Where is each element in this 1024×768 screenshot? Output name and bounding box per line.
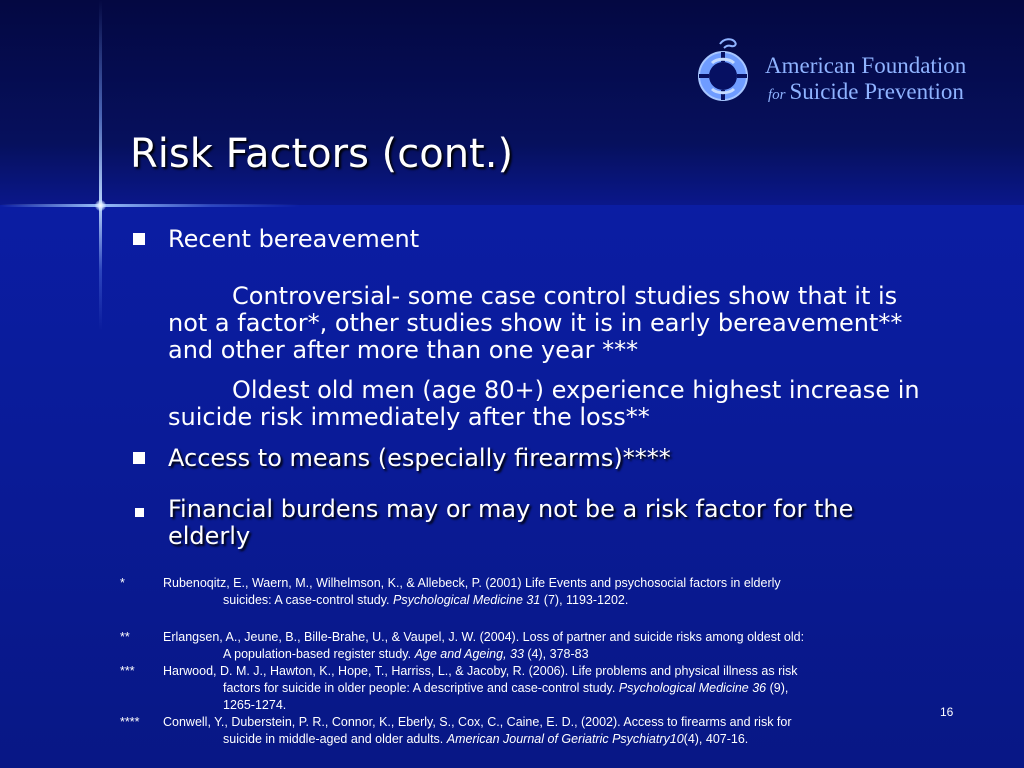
bullet-text: Access to means (especially firearms)**** bbox=[168, 444, 671, 472]
sub-paragraph-oldest-old-line-1 bbox=[168, 377, 920, 404]
logo-text-suicide-prevention: Suicide Prevention bbox=[789, 79, 964, 104]
bullet-text-line-2: elderly bbox=[168, 522, 251, 550]
reference-marker: * bbox=[120, 576, 125, 590]
sub-paragraph-controversial-line-1 bbox=[168, 283, 897, 310]
sub-paragraph-oldest-old-line-2: suicide risk immediately after the loss** bbox=[168, 403, 650, 431]
reference-line-1: Conwell, Y., Duberstein, P. R., Connor, K., Eberly, S., Cox, C., Caine, E. D., (2002). Access to firearms and risk for bbox=[163, 715, 792, 729]
small-square-bullet-icon bbox=[135, 508, 144, 517]
bullet-text: Recent bereavement bbox=[168, 225, 420, 253]
sub-paragraph-text: Oldest old men (age 80+) experience highest increase in bbox=[232, 376, 920, 404]
square-bullet-icon bbox=[133, 233, 145, 245]
sub-paragraph-controversial-line-2: not a factor*, other studies show it is in early bereavement** bbox=[168, 309, 903, 337]
square-bullet-icon bbox=[133, 452, 145, 464]
logo-text-line-2 bbox=[768, 80, 964, 103]
life-ring-logo-icon bbox=[693, 38, 757, 106]
reference-line-2: suicides: A case-control study. Psychological Medicine 31 (7), 1193-1202. bbox=[223, 593, 629, 607]
logo-text-line-1: American Foundation bbox=[765, 53, 967, 78]
star-sparkle-icon bbox=[95, 200, 106, 211]
page-number: 16 bbox=[940, 705, 954, 719]
reference-line-2: A population-based register study. Age and Ageing, 33 (4), 378-83 bbox=[223, 647, 589, 661]
sub-paragraph-controversial-line-3: and other after more than one year *** bbox=[168, 336, 639, 364]
reference-line-1: Erlangsen, A., Jeune, B., Bille-Brahe, U., & Vaupel, J. W. (2004). Loss of partner and suicide risks among oldest old: bbox=[163, 630, 805, 644]
reference-line-1: Rubenoqitz, E., Waern, M., Wilhelmson, K., & Allebeck, P. (2001) Life Events and psychosocial factors in elderly bbox=[163, 576, 781, 590]
reference-marker: *** bbox=[120, 664, 135, 678]
reference-line-1: Harwood, D. M. J., Hawton, K., Hope, T., Harriss, L., & Jacoby, R. (2006). Life problems and physical illness as risk bbox=[163, 664, 798, 678]
reference-line-2: suicide in middle-aged and older adults. American Journal of Geriatric Psychiatry10(4), 407-16. bbox=[223, 732, 749, 746]
bullet-text-line-1: Financial burdens may or may not be a risk factor for the bbox=[168, 495, 854, 523]
reference-marker: **** bbox=[120, 715, 140, 729]
afsp-logo bbox=[691, 38, 1001, 110]
horizontal-light-flare bbox=[0, 204, 300, 207]
slide-title: Risk Factors (cont.) bbox=[130, 131, 514, 177]
logo-for-word: for bbox=[768, 87, 786, 103]
sub-paragraph-text: Controversial- some case control studies show that it is bbox=[232, 282, 898, 310]
reference-marker: ** bbox=[120, 630, 130, 644]
reference-line-2: factors for suicide in older people: A descriptive and case-control study. Psychological Medicine 36 (9), bbox=[223, 681, 789, 695]
reference-line-3: 1265-1274. bbox=[223, 698, 287, 712]
vertical-light-flare bbox=[99, 0, 102, 330]
